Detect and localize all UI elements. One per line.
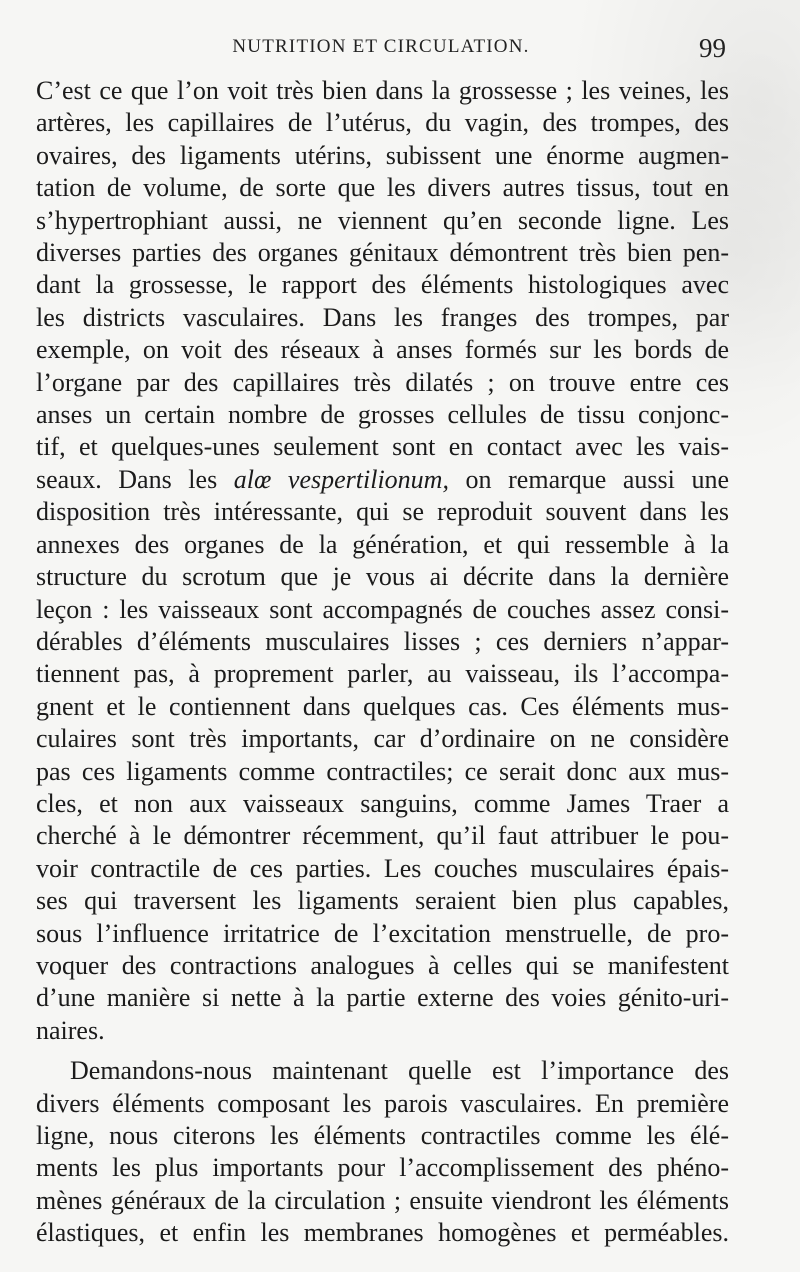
text-line: diverses parties des organes génitaux démontrent très bien pen- (36, 238, 729, 268)
text-line: artères, les capillaires de l’utérus, du vagin, des trompes, des (36, 108, 729, 138)
text-fragment: on remarque aussi une (448, 464, 730, 494)
page-header (36, 33, 726, 66)
text-line: l’organe par des capillaires très dilatés ; on trouve entre ces (36, 367, 729, 397)
text-line: ments les plus importants pour l’accomplissement des phéno- (36, 1153, 729, 1183)
text-line: dant la grossesse, le rapport des éléments histologiques avec (36, 270, 729, 300)
text-line: dérables d’éléments musculaires lisses ; ces derniers n’appar- (36, 626, 729, 656)
text-line: les districts vasculaires. Dans les franges des trompes, par (36, 302, 729, 332)
text-line: culaires sont très importants, car d’ordinaire on ne considère (36, 724, 729, 754)
text-line: gnent et le contiennent dans quelques cas. Ces éléments mus- (36, 691, 729, 721)
text-line: cherché à le démontrer récemment, qu’il faut attribuer le pou- (36, 821, 729, 851)
text-line: annexes des organes de la génération, et qui ressemble à la (36, 529, 729, 559)
text-line: ovaires, des ligaments utérins, subissent une énorme augmen- (36, 140, 729, 170)
text-line: ses qui traversent les ligaments seraient bien plus capables, (36, 886, 729, 916)
text-line: tation de volume, de sorte que les divers autres tissus, tout en (36, 173, 729, 203)
text-line: structure du scrotum que je vous ai décrite dans la dernière (36, 562, 729, 592)
text-line: naires. (36, 1015, 105, 1045)
text-line: voir contractile de ces parties. Les couches musculaires épais- (36, 853, 729, 883)
text-line: exemple, on voit des réseaux à anses formés sur les bords de (36, 335, 729, 365)
text-line: pas ces ligaments comme contractiles; ce serait donc aux mus- (36, 756, 729, 786)
paragraph-1 (36, 75, 729, 1047)
text-line: d’une manière si nette à la partie externe des voies génito-uri- (36, 983, 729, 1013)
text-line: divers éléments composant les parois vasculaires. En première (36, 1088, 729, 1118)
text-line: s’hypertrophiant aussi, ne viennent qu’en seconde ligne. Les (36, 205, 729, 235)
text-fragment: seaux. Dans les (36, 464, 234, 494)
italic-latin-term: alœ vespertilionum, (233, 464, 449, 494)
paragraph-2 (36, 1055, 729, 1249)
text-line-with-italic (36, 464, 729, 496)
text-line: cles, et non aux vaisseaux sanguins, comme James Traer a (36, 788, 729, 818)
page-number: 99 (699, 33, 726, 63)
text-line: tif, et quelques-unes seulement sont en contact avec les vais- (36, 432, 729, 462)
text-line: élastiques, et enfin les membranes homogènes et perméables. (36, 1218, 729, 1248)
text-line: C’est ce que l’on voit très bien dans la grossesse ; les veines, les (36, 76, 729, 105)
text-line: disposition très intéressante, qui se reproduit souvent dans les (36, 497, 729, 527)
text-line: sous l’influence irritatrice de l’excitation menstruelle, de pro- (36, 918, 729, 948)
text-line: voquer des contractions analogues à celles qui se manifestent (36, 950, 729, 980)
text-line: mènes généraux de la circulation ; ensuite viendront les éléments (36, 1185, 729, 1215)
text-line: leçon : les vaisseaux sont accompagnés de couches assez consi- (36, 594, 729, 624)
running-title: NUTRITION ET CIRCULATION. (232, 36, 530, 57)
text-line: anses un certain nombre de grosses cellules de tissu conjonc- (36, 400, 729, 430)
body-text (36, 75, 729, 1250)
text-line: tiennent pas, à proprement parler, au vaisseau, ils l’accompa- (36, 659, 729, 689)
text-line: ligne, nous citerons les éléments contractiles comme les élé- (36, 1121, 729, 1150)
text-line: Demandons-nous maintenant quelle est l’importance des (70, 1056, 729, 1086)
